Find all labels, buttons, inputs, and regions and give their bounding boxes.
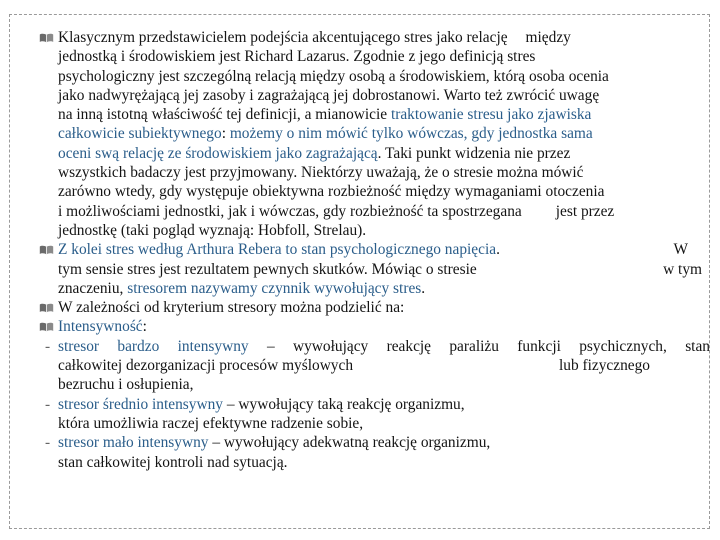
text-span: jest przez <box>555 202 615 220</box>
text-line <box>58 356 710 375</box>
list-item-medium-intensity <box>38 395 710 434</box>
dash-marker: - <box>45 434 51 452</box>
text-line: jednostkę (taki pogląd wyznają: Hobfoll, Strelau). <box>58 221 367 239</box>
highlight-text: Z kolei stres według Arthura Rebera to stan psychologicznego napięcia <box>58 241 497 259</box>
text-span: między <box>525 29 571 46</box>
text-line: wszystkich badaczy jest przyjmowany. Niektórzy uważają, że o stresie można mówić <box>58 164 584 182</box>
text-line: W zależności od kryterium stresory można podzielić na: <box>58 299 405 317</box>
text-line <box>58 105 710 124</box>
text-line <box>58 317 710 336</box>
text-line <box>58 240 710 259</box>
text-line: bezruchu i osłupienia, <box>58 376 194 394</box>
text-line: zarówno wtedy, gdy występuje obiektywna rozbieżność między wymaganiami otoczenia <box>58 183 605 201</box>
text-line: jako nadwyrężającą jej zasoby i zagrażającą jej dobrostanowi. Warto też zwrócić uwagę <box>58 86 600 104</box>
text-span: : <box>221 125 230 143</box>
text-span: i możliwościami jednostki, jak i wówczas, gdy rozbieżność ta spostrzegana <box>58 202 522 220</box>
list-item-low-intensity <box>38 433 710 472</box>
text-span: – wywołujący adekwatną reakcję organizmu, <box>208 434 491 452</box>
text-line: psychologiczny jest szczególną relacją między osobą a środowiskiem, którą osoba ocenia <box>58 67 609 85</box>
text-span: . Zgodnie z jego definicją stres <box>345 48 536 66</box>
paragraph-intensity <box>38 317 710 336</box>
paragraph-lazarus <box>38 28 710 240</box>
text-span: tym sensie stres jest rezultatem pewnych skutków. Mówiąc o stresie <box>58 260 477 278</box>
text-span: całkowitej dezorganizacji procesów myślowych <box>58 357 354 375</box>
highlight-text: oceni swą relację ze środowiskiem jako zagrażającą <box>58 144 378 162</box>
text-line <box>58 260 710 279</box>
text-span: znaczeniu, <box>58 279 128 297</box>
text-line <box>58 433 710 452</box>
dash-marker: - <box>45 395 51 413</box>
text-span: Klasycznym przedstawicielem podejścia akcentującego stres jako relację <box>58 29 508 46</box>
book-icon <box>39 303 54 313</box>
text-span: . <box>421 279 426 297</box>
book-icon <box>39 322 54 332</box>
text-line <box>58 279 710 298</box>
text-span: jednostką i środowiskiem jest Richard Lazarus <box>58 48 346 66</box>
text-span: . <box>496 241 500 259</box>
paragraph-criteria <box>38 298 710 317</box>
highlight-text: całkowicie subiektywnego <box>58 125 222 143</box>
highlight-text: stresor mało intensywny <box>58 434 209 452</box>
highlight-text: traktowanie stresu jako zjawiska <box>390 106 592 124</box>
text-line: stan całkowitej kontroli nad sytuacją. <box>58 453 288 471</box>
highlight-text: stresorem nazywamy czynnik wywołujący stres <box>127 279 422 297</box>
list-item-high-intensity <box>38 337 710 395</box>
text-line: która umożliwia raczej efektywne radzenie sobie, <box>58 414 364 432</box>
text-span: w tym <box>663 260 702 278</box>
highlight-text: Intensywność <box>58 318 143 336</box>
text-span: – wywołujący taką reakcję organizmu, <box>223 395 465 413</box>
text-span: – wywołujący reakcję paraliżu funkcji psychicznych, stan <box>248 337 710 355</box>
highlight-text: stresor średnio intensywny <box>58 395 223 413</box>
text-line <box>58 47 710 66</box>
dash-marker: - <box>45 337 51 355</box>
paragraph-reber <box>38 240 710 298</box>
highlight-text: stresor bardzo intensywny <box>58 337 249 355</box>
text-span: . Taki punkt widzenia nie przez <box>377 144 571 162</box>
slide-body <box>38 28 710 472</box>
book-icon <box>39 245 54 255</box>
text-span: na inną istotną właściwość tej definicji, a mianowicie <box>58 106 391 124</box>
text-line <box>58 395 710 414</box>
text-line <box>58 202 710 221</box>
text-line <box>58 337 710 356</box>
text-line <box>58 28 710 47</box>
text-span: lub fizycznego <box>558 357 650 375</box>
text-line <box>58 144 710 163</box>
text-span: : <box>142 318 147 336</box>
book-icon <box>39 33 54 43</box>
text-span: W <box>673 241 688 259</box>
highlight-text: możemy o nim mówić tylko wówczas, gdy jednostka sama <box>229 125 593 143</box>
text-line <box>58 124 710 143</box>
